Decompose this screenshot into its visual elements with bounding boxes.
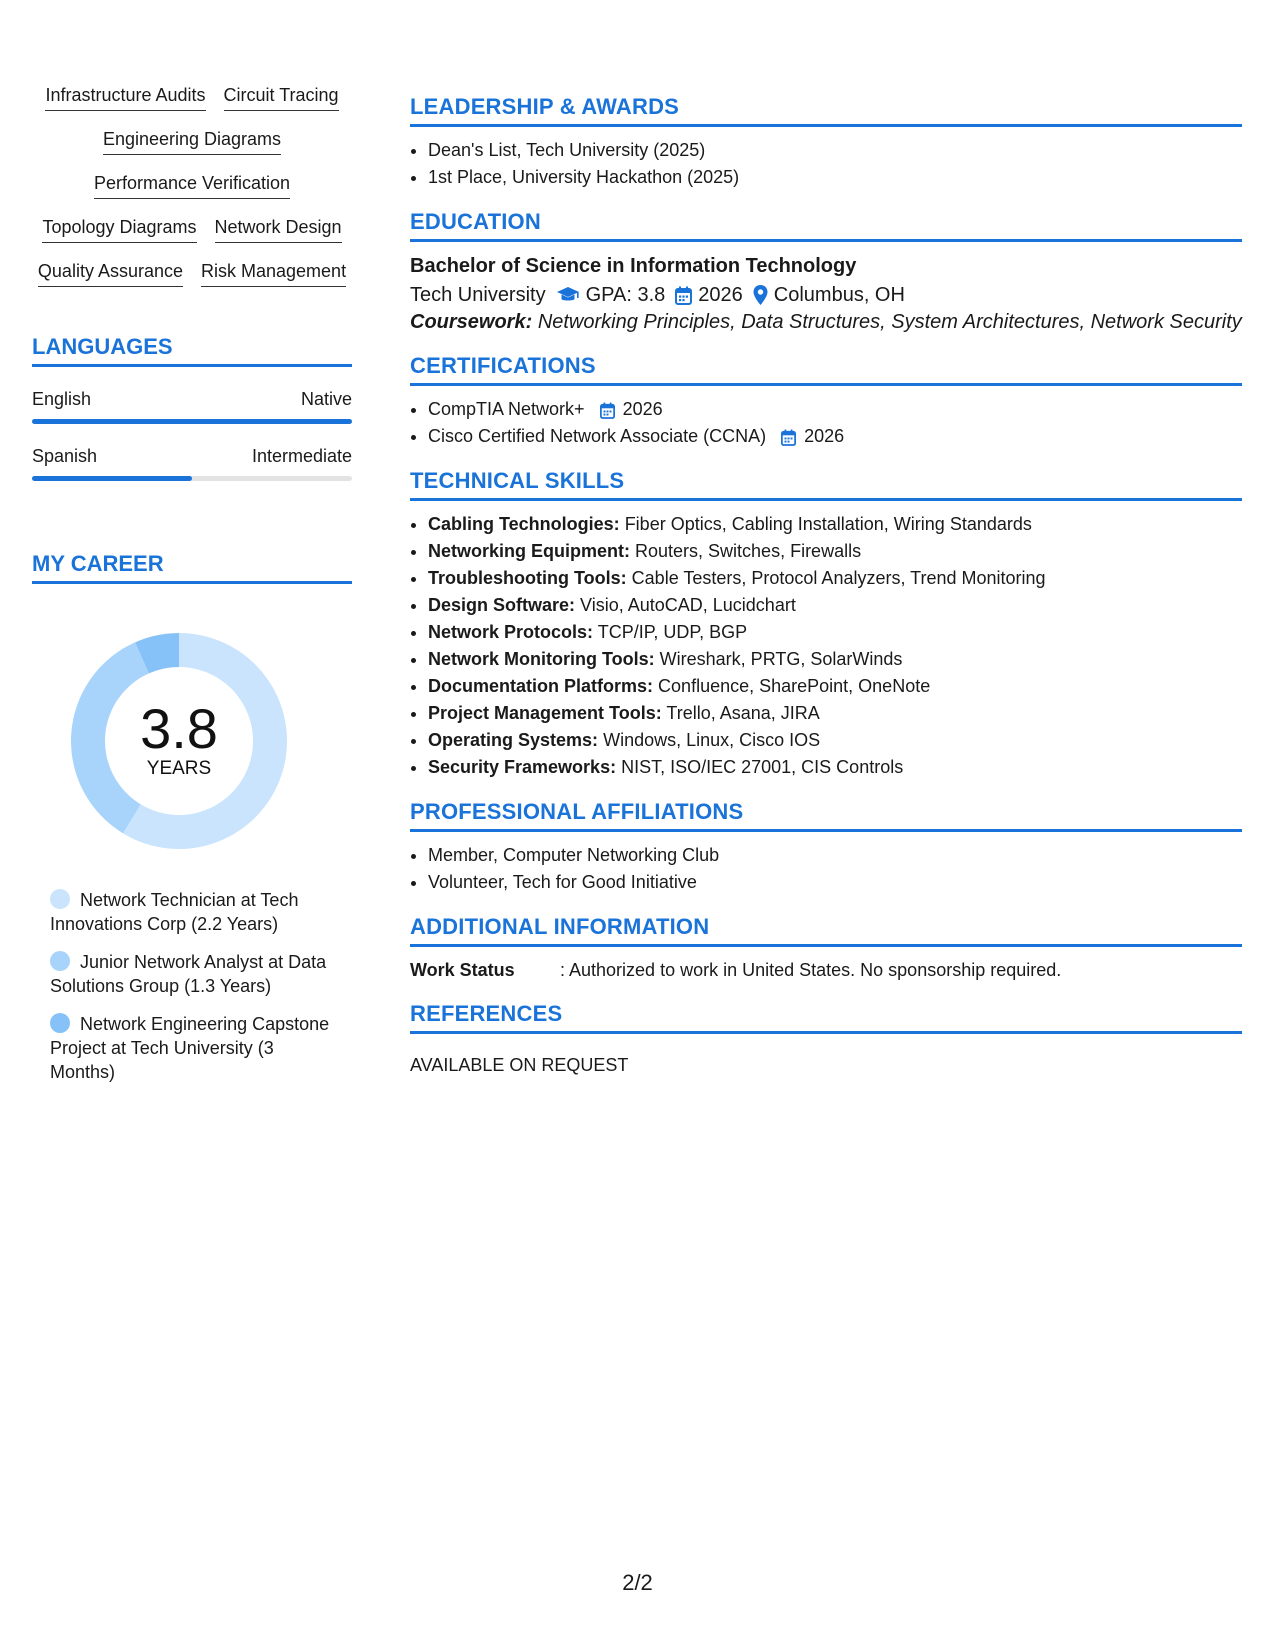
skill-value: Windows, Linux, Cisco IOS bbox=[603, 730, 821, 750]
skill-tag: Topology Diagrams bbox=[42, 216, 196, 243]
skill-label: Project Management Tools: bbox=[428, 703, 662, 723]
legend-text: Network Engineering Capstone Project at Tech University (3 Months) bbox=[50, 1014, 330, 1082]
skill-label: Troubleshooting Tools: bbox=[428, 568, 627, 588]
skill-label: Cabling Technologies: bbox=[428, 514, 620, 534]
skill-value: Confluence, SharePoint, OneNote bbox=[658, 676, 931, 696]
skill-value: Routers, Switches, Firewalls bbox=[635, 541, 862, 561]
cert-year: 2026 bbox=[622, 399, 663, 419]
leadership-heading: LEADERSHIP & AWARDS bbox=[410, 94, 1242, 127]
references-text: AVAILABLE ON REQUEST bbox=[410, 1055, 629, 1075]
references-section bbox=[410, 1001, 1242, 1078]
work-status bbox=[410, 957, 1242, 983]
education-section bbox=[410, 209, 1242, 335]
legend-item bbox=[50, 950, 340, 998]
cert-name: Cisco Certified Network Associate (CCNA) bbox=[428, 426, 767, 446]
leadership-section bbox=[410, 94, 1242, 191]
career-donut-chart bbox=[66, 628, 292, 854]
list-item: • 1st Place, University Hackathon (2025) bbox=[428, 164, 1242, 191]
language-item bbox=[32, 446, 352, 481]
degree-title: Bachelor of Science in Information Technology bbox=[410, 255, 857, 277]
location-pin-icon bbox=[753, 285, 768, 305]
list-item: • Member, Computer Networking Club bbox=[428, 842, 1242, 869]
skill-value: Visio, AutoCAD, Lucidchart bbox=[580, 595, 796, 615]
language-item bbox=[32, 389, 352, 424]
list-item bbox=[428, 565, 1242, 592]
education-details bbox=[410, 280, 1242, 310]
technical-skills-heading: TECHNICAL SKILLS bbox=[410, 468, 1242, 501]
skill-tag: Risk Management bbox=[201, 260, 346, 287]
additional-info-heading: ADDITIONAL INFORMATION bbox=[410, 914, 1242, 947]
legend-item bbox=[50, 1012, 340, 1084]
language-bar-fill bbox=[32, 419, 352, 424]
affiliations-heading: PROFESSIONAL AFFILIATIONS bbox=[410, 799, 1242, 832]
skill-label: Operating Systems: bbox=[428, 730, 599, 750]
career-legend bbox=[32, 888, 340, 1084]
coursework-list: Networking Principles, Data Structures, System Architectures, Network Security bbox=[537, 311, 1242, 333]
skill-tag: Engineering Diagrams bbox=[103, 128, 281, 155]
language-name: English bbox=[32, 389, 92, 409]
school-location: Columbus, OH bbox=[773, 284, 905, 306]
language-level: Intermediate bbox=[251, 446, 352, 466]
legend-dot bbox=[50, 1013, 70, 1033]
legend-item bbox=[50, 888, 340, 936]
languages-section bbox=[32, 334, 352, 481]
legend-dot bbox=[50, 889, 70, 909]
skill-tag: Performance Verification bbox=[94, 172, 290, 199]
skill-value: Trello, Asana, JIRA bbox=[666, 703, 820, 723]
graduation-cap-icon bbox=[556, 286, 580, 304]
skill-label: Security Frameworks: bbox=[428, 757, 617, 777]
work-status-label: Work Status bbox=[410, 960, 515, 980]
school-name: Tech University bbox=[410, 284, 546, 306]
list-item bbox=[428, 592, 1242, 619]
list-item bbox=[428, 673, 1242, 700]
page-number: 2/2 bbox=[622, 1570, 653, 1595]
skill-value: Fiber Optics, Cabling Installation, Wiring Standards bbox=[624, 514, 1032, 534]
additional-info-section bbox=[410, 914, 1242, 983]
list-item bbox=[428, 700, 1242, 727]
leadership-list bbox=[410, 137, 1242, 191]
list-item bbox=[428, 727, 1242, 754]
certifications-heading: CERTIFICATIONS bbox=[410, 353, 1242, 386]
skill-tag: Quality Assurance bbox=[38, 260, 183, 287]
skill-tag: Circuit Tracing bbox=[224, 84, 339, 111]
skill-label: Networking Equipment: bbox=[428, 541, 630, 561]
career-heading: MY CAREER bbox=[32, 551, 352, 584]
skill-tag: Infrastructure Audits bbox=[45, 84, 205, 111]
language-level: Native bbox=[300, 389, 352, 409]
legend-text: Junior Network Analyst at Data Solutions Group (1.3 Years) bbox=[50, 952, 327, 996]
cert-name: CompTIA Network+ bbox=[428, 399, 585, 419]
skill-label: Design Software: bbox=[428, 595, 576, 615]
calendar-icon bbox=[600, 402, 615, 419]
affiliations-list bbox=[410, 842, 1242, 896]
technical-skills-section bbox=[410, 468, 1242, 781]
career-section bbox=[32, 551, 352, 1084]
skill-value: Cable Testers, Protocol Analyzers, Trend Monitoring bbox=[631, 568, 1046, 588]
certifications-section bbox=[410, 353, 1242, 450]
coursework bbox=[410, 310, 1242, 335]
skill-label: Network Monitoring Tools: bbox=[428, 649, 655, 669]
list-item: • Dean's List, Tech University (2025) bbox=[428, 137, 1242, 164]
graduation-year: 2026 bbox=[698, 284, 743, 306]
list-item bbox=[428, 754, 1242, 781]
career-total-value: 3.8 bbox=[140, 697, 218, 760]
skill-tags bbox=[32, 84, 352, 304]
skill-value: Wireshark, PRTG, SolarWinds bbox=[659, 649, 903, 669]
references-heading: REFERENCES bbox=[410, 1001, 1242, 1034]
list-item bbox=[428, 619, 1242, 646]
list-item: • Volunteer, Tech for Good Initiative bbox=[428, 869, 1242, 896]
gpa: GPA: 3.8 bbox=[585, 284, 666, 306]
skill-value: NIST, ISO/IEC 27001, CIS Controls bbox=[621, 757, 904, 777]
list-item bbox=[428, 538, 1242, 565]
affiliations-section bbox=[410, 799, 1242, 896]
calendar-icon bbox=[675, 286, 692, 305]
language-name: Spanish bbox=[32, 446, 98, 466]
language-bar bbox=[32, 476, 352, 481]
skill-label: Documentation Platforms: bbox=[428, 676, 654, 696]
cert-year: 2026 bbox=[804, 426, 845, 446]
skill-tag: Network Design bbox=[215, 216, 342, 243]
education-heading: EDUCATION bbox=[410, 209, 1242, 242]
list-item bbox=[428, 511, 1242, 538]
coursework-label: Coursework: bbox=[410, 311, 533, 333]
left-column bbox=[32, 84, 352, 1098]
skill-label: Network Protocols: bbox=[428, 622, 594, 642]
list-item bbox=[428, 646, 1242, 673]
language-bar bbox=[32, 419, 352, 424]
work-status-value: : Authorized to work in United States. No sponsorship required. bbox=[560, 960, 1062, 980]
skill-value: TCP/IP, UDP, BGP bbox=[597, 622, 748, 642]
legend-dot bbox=[50, 951, 70, 971]
career-total-label: YEARS bbox=[146, 758, 212, 779]
languages-heading: LANGUAGES bbox=[32, 334, 352, 367]
language-bar-fill bbox=[32, 476, 192, 481]
legend-text: Network Technician at Tech Innovations Corp (2.2 Years) bbox=[50, 890, 299, 934]
list-item bbox=[428, 396, 1242, 423]
right-column bbox=[410, 94, 1242, 1096]
certifications-list bbox=[410, 396, 1242, 450]
list-item bbox=[428, 423, 1242, 450]
technical-skills-list bbox=[410, 511, 1242, 781]
calendar-icon bbox=[781, 429, 796, 446]
